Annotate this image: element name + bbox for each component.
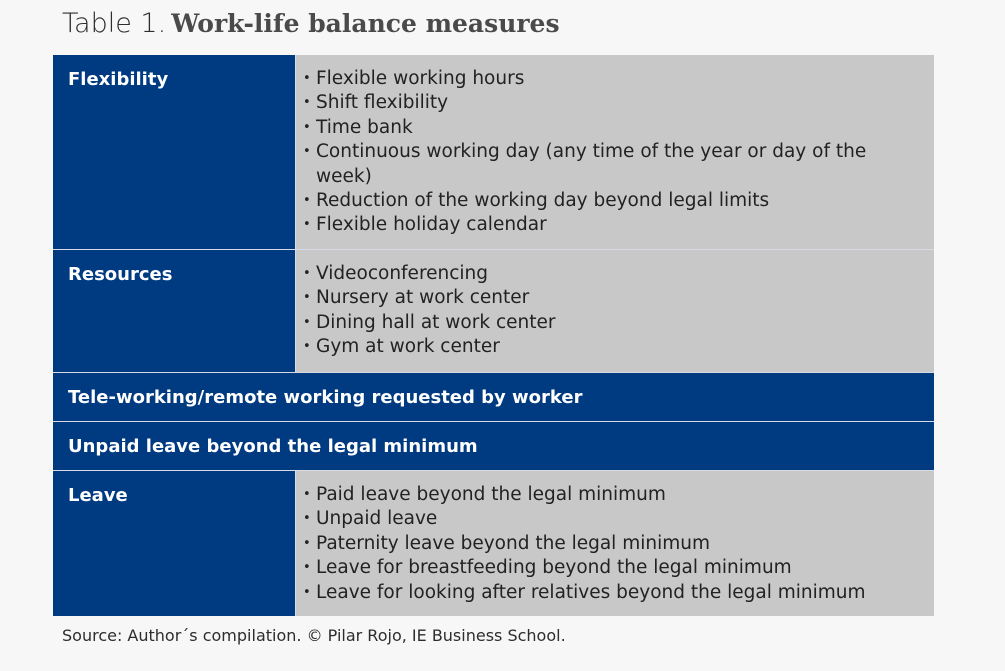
item-list bbox=[296, 250, 934, 372]
table-row-leave bbox=[53, 471, 934, 616]
list-item: • Dining hall at work center bbox=[302, 311, 924, 335]
item-list bbox=[296, 471, 934, 616]
table-number: Table 1. bbox=[62, 8, 167, 39]
list-item: • Reduction of the working day beyond legal limits bbox=[302, 189, 924, 213]
list-item: • Nursery at work center bbox=[302, 286, 924, 310]
list-item: • Time bank bbox=[302, 116, 924, 140]
list-item: • Videoconferencing bbox=[302, 262, 924, 286]
category-cell: Leave bbox=[53, 471, 296, 616]
category-cell: Unpaid leave beyond the legal minimum bbox=[53, 422, 934, 470]
measures-table bbox=[53, 55, 934, 616]
list-item: • Continuous working day (any time of the year or day of the week) bbox=[302, 140, 924, 189]
table-title-text: Work-life balance measures bbox=[171, 9, 560, 38]
table-title bbox=[62, 4, 560, 44]
list-item: • Unpaid leave bbox=[302, 507, 924, 531]
list-item: • Shift flexibility bbox=[302, 91, 924, 115]
list-item: • Gym at work center bbox=[302, 335, 924, 359]
category-cell: Resources bbox=[53, 250, 296, 372]
list-item: • Paternity leave beyond the legal minimum bbox=[302, 532, 924, 556]
table-row-teleworking bbox=[53, 373, 934, 422]
source-note: Source: Author´s compilation. © Pilar Rojo, IE Business School. bbox=[62, 626, 566, 645]
category-cell: Tele-working/remote working requested by worker bbox=[53, 373, 934, 421]
list-item: • Paid leave beyond the legal minimum bbox=[302, 483, 924, 507]
list-item: • Flexible holiday calendar bbox=[302, 213, 924, 237]
item-list bbox=[296, 55, 934, 249]
category-cell: Flexibility bbox=[53, 55, 296, 249]
table-row-unpaid-leave bbox=[53, 422, 934, 471]
list-item: • Flexible working hours bbox=[302, 67, 924, 91]
list-item: • Leave for breastfeeding beyond the legal minimum bbox=[302, 556, 924, 580]
table-row-flexibility bbox=[53, 55, 934, 250]
table-row-resources bbox=[53, 250, 934, 373]
list-item: • Leave for looking after relatives beyond the legal minimum bbox=[302, 581, 924, 605]
